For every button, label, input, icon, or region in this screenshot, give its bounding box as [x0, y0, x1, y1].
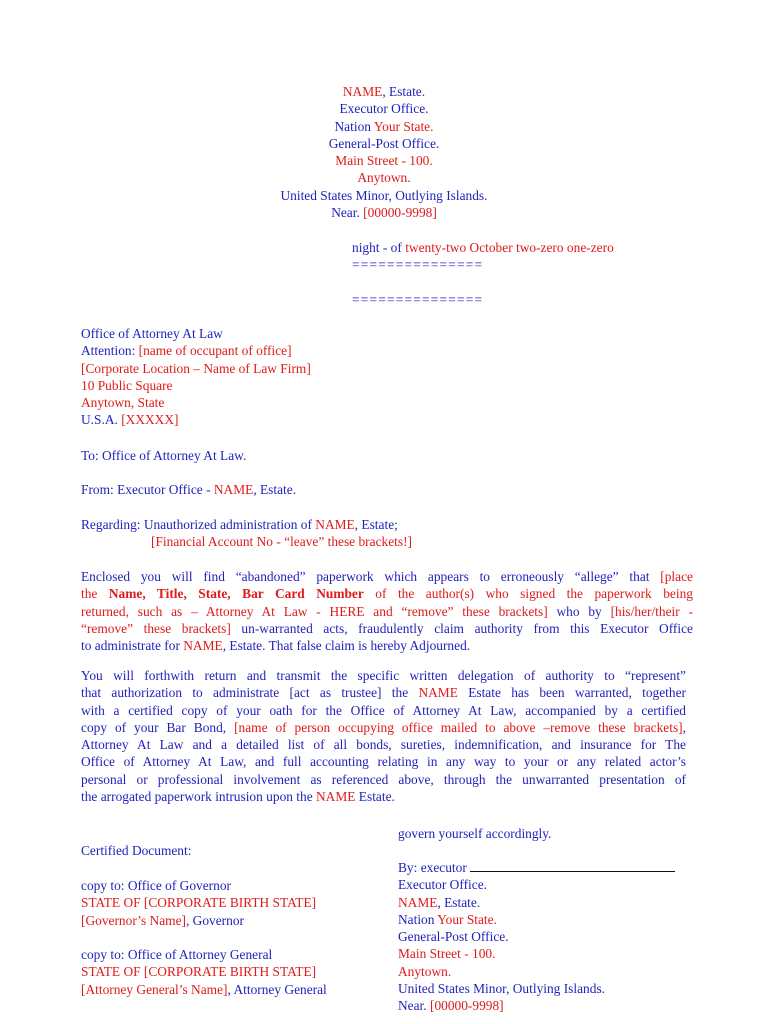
town: Anytown.: [357, 170, 411, 186]
recipient-town: Anytown, State: [81, 395, 165, 411]
date-text: twenty-two October two-zero one-zero: [405, 240, 614, 255]
signature-line: [470, 859, 675, 872]
copy-to-attorney-general: copy to: Office of Attorney General STATE OF [CORPORATE BIRTH STATE] [Attorney General’s Name], Attorney General: [81, 947, 327, 997]
paragraph-demand: You will forthwith return and transmit the specific written delegation of authority to “represent” that authorization to administrate [act as trustee] the NAME Estate has been warranted, together with a certified copy of your oath for the Office of Attorney At Law, accompanied by a certified copy of your Bar Bond, [name of person occupying office mailed to above –remove these brackets], Attorney At Law and a detailed list of all bonds, sureties, indemnification, and insurance for The Office of Attorney At Law, and full accounting relating in any way to your or any related actor’s personal or professional involvement as referenced above, through the unwarranted presentation of the arrogated paperwork intrusion upon the NAME Estate.: [81, 668, 686, 805]
to-line: To: Office of Attorney At Law.: [81, 448, 247, 463]
state-placeholder: Your State.: [373, 118, 434, 134]
date-rule-top: ===============: [352, 257, 484, 273]
sender-address-header: NAME, Estate. Executor Office. Nation Your State. General-Post Office. Main Street - 100. Anytown. United States Minor, Outlying Islands. Near. [00000-9998]: [0, 83, 768, 221]
date-rule-bottom: ===============: [352, 291, 484, 307]
copy-to-governor: copy to: Office of Governor STATE OF [CORPORATE BIRTH STATE] [Governor’s Name], Governor: [81, 878, 317, 928]
from-line: From: Executor Office - NAME, Estate.: [81, 482, 297, 497]
estate-name: NAME: [342, 84, 383, 99]
govern-line: govern yourself accordingly.: [398, 826, 552, 841]
date-block: night - of twenty-two October two-zero one-zero =============== ===============: [352, 240, 614, 307]
certified-document-label: Certified Document:: [81, 843, 192, 858]
occupant-placeholder: [name of occupant of office]: [138, 343, 292, 359]
account-placeholder: [Financial Account No - “leave” these brackets!]: [151, 534, 412, 550]
recipient-office: Office of Attorney At Law: [81, 326, 223, 341]
recipient-address: Office of Attorney At Law Attention: [name of occupant of office] [Corporate Location – Name of Law Firm] 10 Public Square Anytown, State U.S.A. [XXXXX]: [81, 326, 311, 428]
paragraph-abandoned-paperwork: Enclosed you will find “abandoned” paperwork which appears to erroneously “allege” that [place the Name, Title, State, Bar Card Number of the author(s) who signed the paperwork being returned, such as – Attorney At Law - HERE and “remove” these brackets] who by [his/her/their - “remove” these brackets] un-warranted acts, fraudulently claim authority from this Executor Office to administrate for NAME, Estate. That false claim is hereby Adjourned.: [81, 569, 693, 654]
post-office: General-Post Office.: [328, 135, 440, 151]
law-firm-placeholder: [Corporate Location – Name of Law Firm]: [81, 360, 311, 376]
signature-block: By: executor Executor Office. NAME, Estate. Nation Your State. General-Post Office. Main Street - 100. Anytown. United States Minor, Outlying Islands. Near. [00000-9998]: [398, 859, 675, 1015]
street: Main Street - 100.: [335, 153, 433, 169]
country: United States Minor, Outlying Islands.: [280, 187, 488, 203]
recipient-street: 10 Public Square: [81, 377, 173, 393]
recipient-zip: [XXXXX]: [121, 412, 179, 428]
executor-office: Executor Office.: [339, 101, 429, 117]
zip-placeholder: [00000-9998]: [363, 205, 437, 221]
regarding-block: Regarding: Unauthorized administration of NAME, Estate; [Financial Account No - “leave” these brackets!]: [81, 517, 412, 550]
